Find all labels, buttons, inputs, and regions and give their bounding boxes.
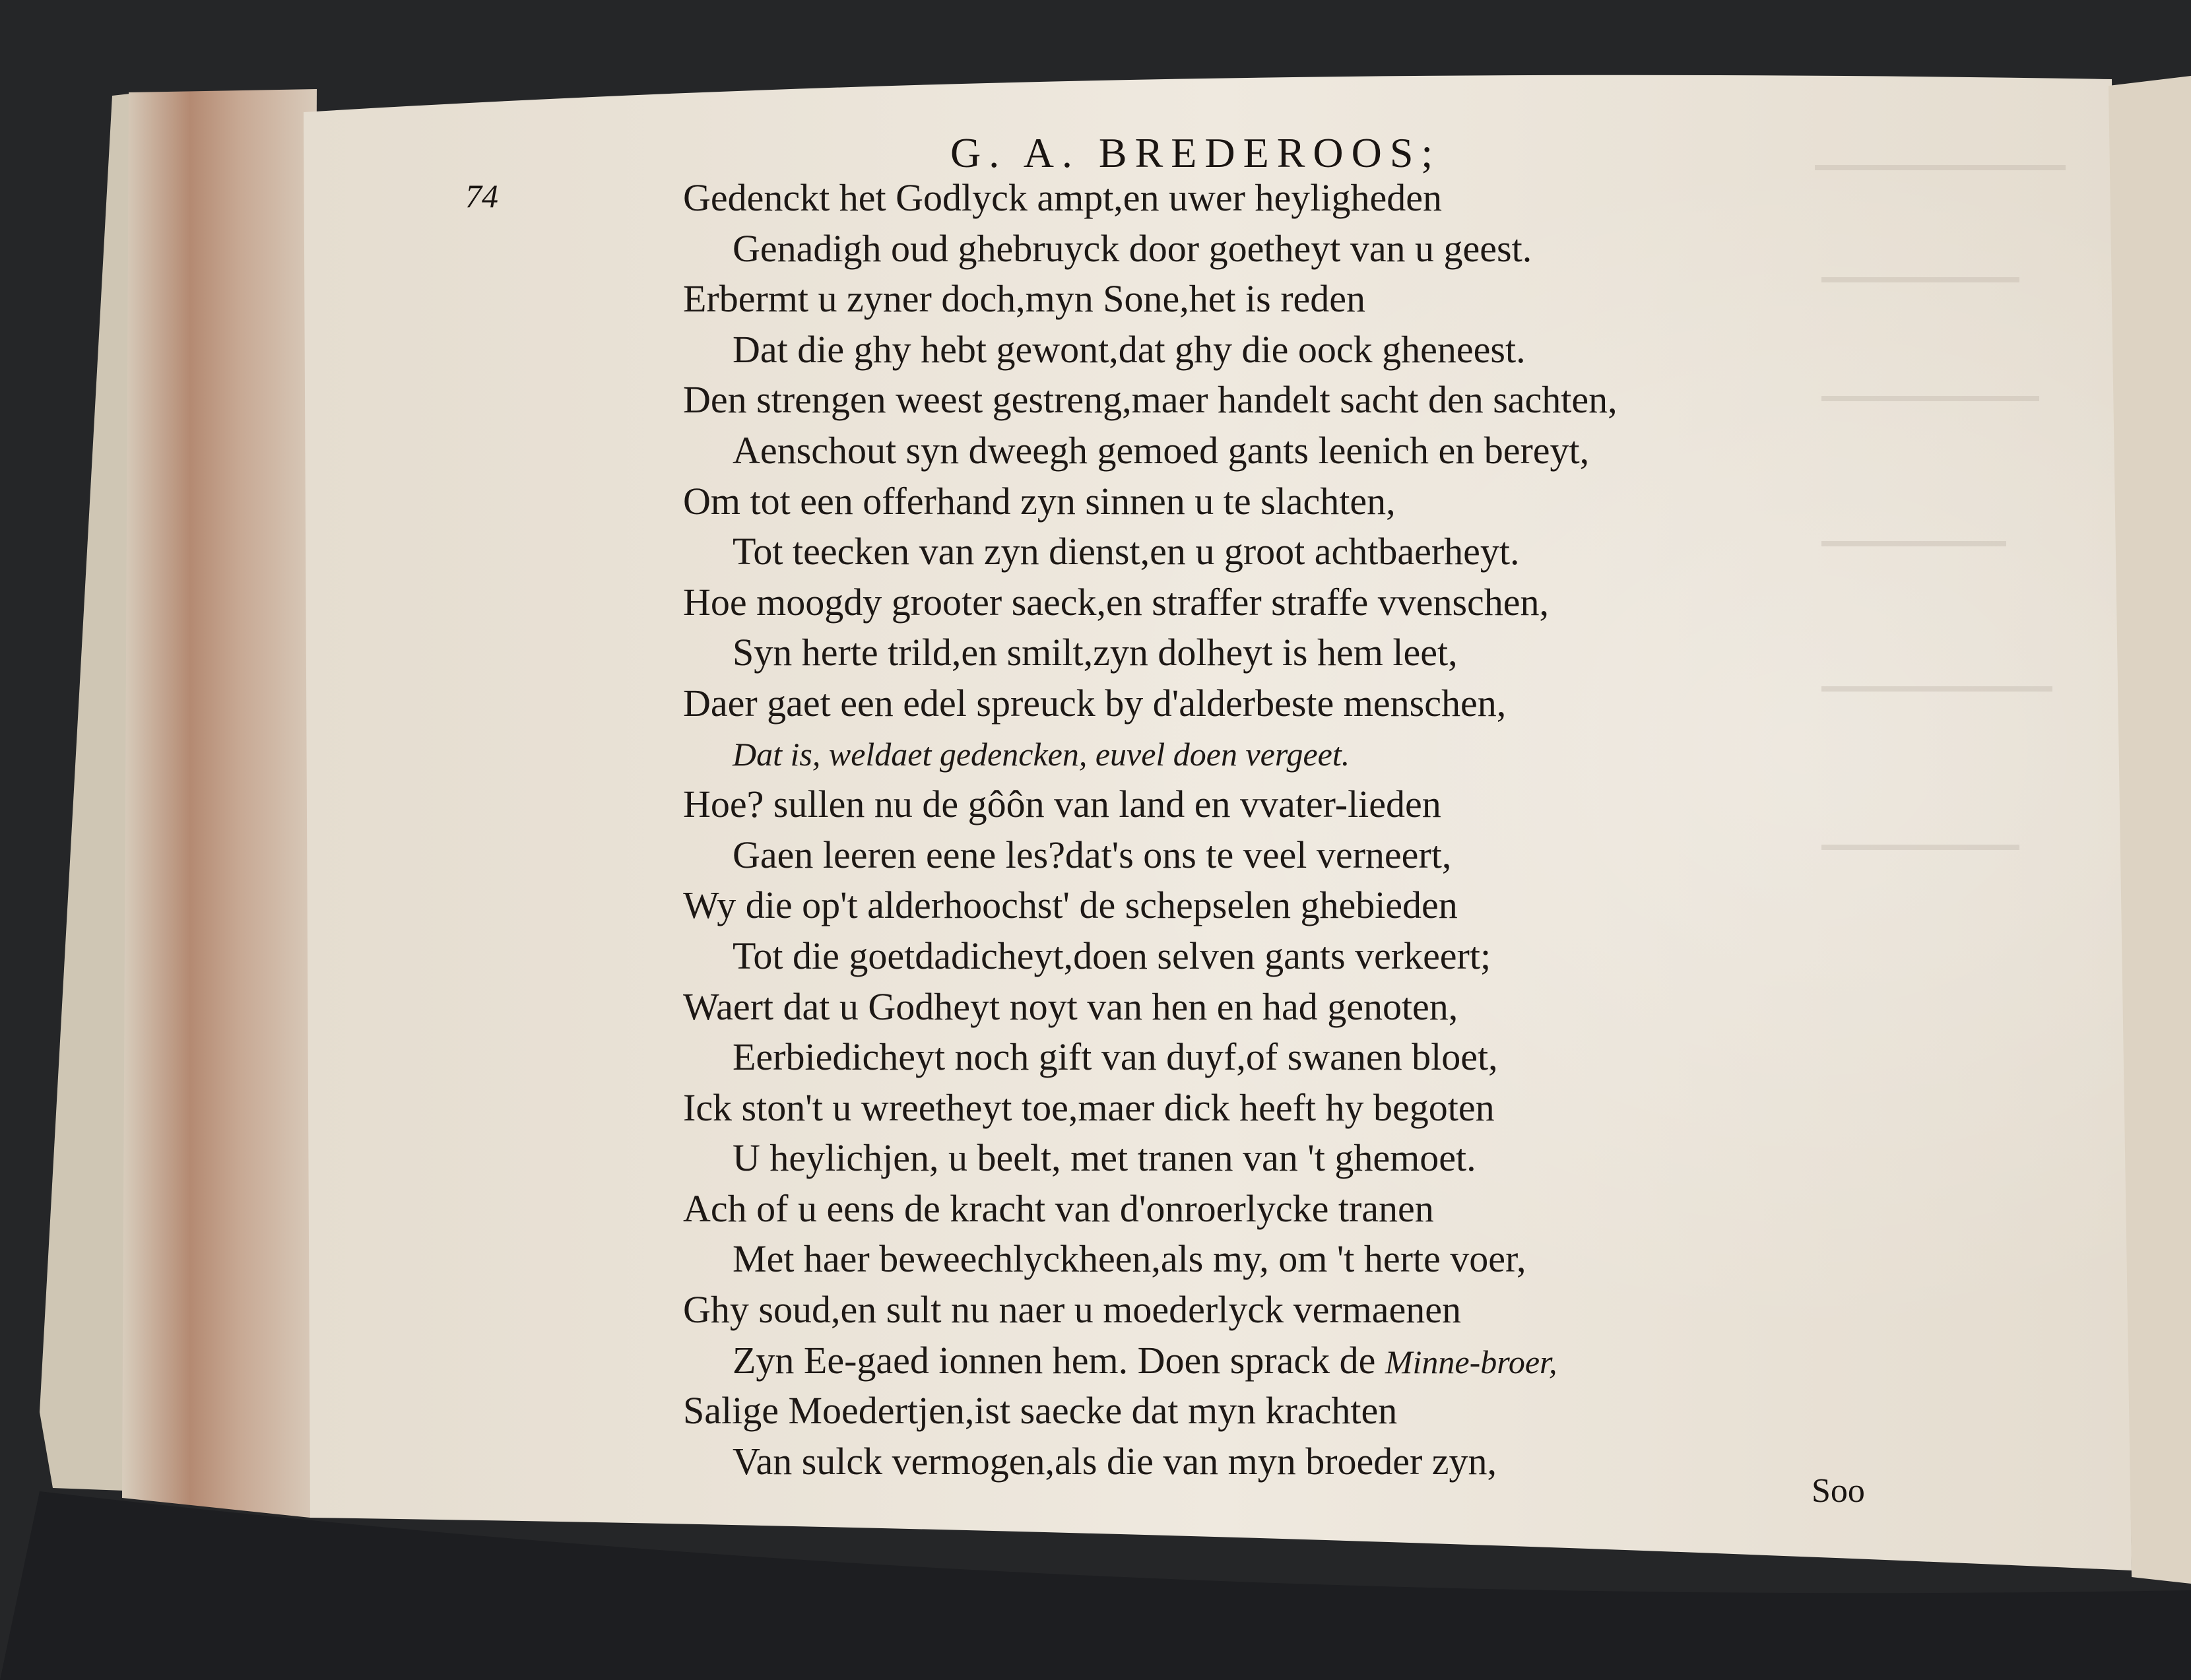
- verse-line: [683, 1234, 1618, 1285]
- verse-line: [683, 375, 1618, 426]
- page-edge: [122, 89, 317, 1518]
- verse-line: [683, 173, 1618, 224]
- verse-line: [683, 1032, 1618, 1083]
- verse-line-text: Gedenckt het Godlyck ampt,en uwer heyligheden: [683, 176, 1442, 219]
- verse-line: [683, 426, 1618, 476]
- verse-line-text: Hoe moogdy grooter saeck,en straffer straffe vvenschen,: [683, 580, 1550, 624]
- verse-line-text: Dat is, weldaet gedencken, euvel doen vergeet.: [733, 735, 1350, 773]
- verse-line-text: Aenschout syn dweegh gemoed gants leenich en bereyt,: [733, 428, 1590, 472]
- verse-line-text: Wy die op't alderhoochst' de schepselen ghebieden: [683, 884, 1458, 927]
- verse-line-text: Genadigh oud ghebruyck door goetheyt van u geest.: [733, 226, 1532, 270]
- verse-line: [683, 1083, 1618, 1134]
- verse-line-text: Waert dat u Godheyt noyt van hen en had genoten,: [683, 985, 1458, 1028]
- verse-line-text: Salige Moedertjen,ist saecke dat myn krachten: [683, 1389, 1398, 1433]
- verse-line-text: Zyn Ee-gaed ionnen hem. Doen sprack de: [733, 1338, 1385, 1382]
- verse-line-text: Erbermt u zyner doch,myn Sone,het is reden: [683, 277, 1366, 321]
- poem-text: [683, 173, 1618, 1487]
- verse-line: [683, 982, 1618, 1033]
- verse-line-text: Van sulck vermogen,als die van myn broeder zyn,: [733, 1439, 1497, 1483]
- verse-line-text: Syn herte trild,en smilt,zyn dolheyt is hem leet,: [733, 631, 1458, 674]
- verse-line-text: U heylichjen, u beelt, met tranen van 't ghemoet.: [733, 1136, 1476, 1180]
- page-number: 74: [465, 178, 498, 214]
- verse-line: [683, 1184, 1618, 1235]
- verse-line: [683, 274, 1618, 325]
- verse-line: [683, 779, 1618, 830]
- verse-line-text: Den strengen weest gestreng,maer handelt sacht den sachten,: [683, 378, 1618, 422]
- verse-line-italic: Minne-broer,: [1385, 1343, 1557, 1380]
- verse-line-text: Gaen leeren eene les?dat's ons te veel verneert,: [733, 833, 1452, 876]
- verse-line: [683, 577, 1618, 628]
- verse-line: [683, 1386, 1618, 1437]
- verse-line: [683, 880, 1618, 931]
- verse-line: [683, 1285, 1618, 1336]
- verse-line: [683, 1336, 1618, 1386]
- verse-line: [683, 678, 1618, 729]
- verse-line-text: Dat die ghy hebt gewont,dat ghy die oock gheneest.: [733, 327, 1526, 371]
- verse-line-text: Hoe? sullen nu de gôôn van land en vvater-lieden: [683, 783, 1441, 826]
- catchword: Soo: [1812, 1472, 1865, 1510]
- verse-line-text: Tot die goetdadicheyt,doen selven gants verkeert;: [733, 934, 1491, 977]
- verse-line: [683, 1437, 1618, 1487]
- verse-line: [683, 628, 1618, 678]
- verse-line: [683, 224, 1618, 275]
- verse-line: [683, 1133, 1618, 1184]
- verse-line-text: Tot teecken van zyn dienst,en u groot achtbaerheyt.: [733, 530, 1520, 573]
- verse-line-text: Ghy soud,en sult nu naer u moederlyck vermaenen: [683, 1288, 1461, 1332]
- verse-line: [683, 325, 1618, 375]
- verse-line-text: Eerbiedicheyt noch gift van duyf,of swanen bloet,: [733, 1035, 1498, 1079]
- verse-line-text: Met haer beweechlyckheen,als my, om 't herte voer,: [733, 1237, 1526, 1281]
- verse-line: [683, 476, 1618, 527]
- verse-line: [683, 931, 1618, 982]
- verse-line-text: Ach of u eens de kracht van d'onroerlycke tranen: [683, 1186, 1434, 1230]
- verse-line-text: Ick ston't u wreetheyt toe,maer dick heeft hy begoten: [683, 1085, 1495, 1129]
- verse-line-text: Daer gaet een edel spreuck by d'alderbeste menschen,: [683, 681, 1507, 725]
- verse-line: [683, 830, 1618, 881]
- verse-line-text: Om tot een offerhand zyn sinnen u te slachten,: [683, 479, 1396, 523]
- running-head: G. A. BREDEROOS;: [950, 129, 1441, 176]
- verse-line: [683, 527, 1618, 577]
- verse-line: [683, 729, 1618, 780]
